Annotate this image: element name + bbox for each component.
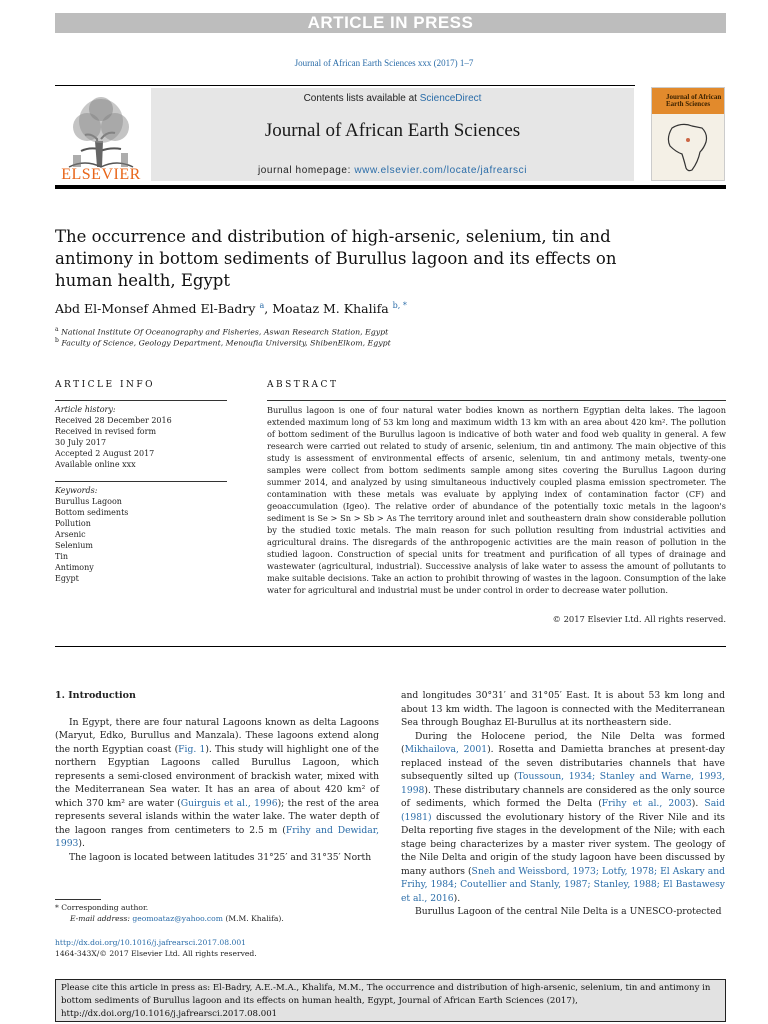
publisher-name: ELSEVIER: [61, 166, 141, 183]
citation-link[interactable]: Said (1981): [401, 798, 725, 823]
paragraph: and longitudes 30°31′ and 31°05′ East. It is about 53 km long and about 13 km width. The lagoon is connected with the Mediterranean Sea through Boughaz El-Burullus at its northeastern side.: [401, 690, 725, 728]
contents-line: [151, 93, 634, 104]
keyword: Pollution: [55, 519, 91, 528]
citation-link[interactable]: Mikhailova, 2001: [404, 744, 488, 755]
author-list: [55, 301, 705, 316]
affiliation-label: b: [55, 337, 59, 344]
paragraph: [55, 716, 379, 851]
paragraph: Burullus Lagoon of the central Nile Delta is a UNESCO-protected: [415, 906, 722, 917]
article-info-heading: ARTICLE INFO: [55, 380, 156, 390]
citation-link[interactable]: Guirguis et al., 1996: [180, 797, 278, 809]
history-item: Received in revised form: [55, 427, 157, 436]
divider: [55, 481, 227, 482]
citation-box: Please cite this article in press as: El-Badry, A.E.-M.A., Khalifa, M.M., The occurrence and distribution of high-arsenic, selenium, tin and antimony in bottom sediments of Burullus lagoon and its effects on human health, Egypt, Journal of African Earth Sciences (2017), http://dx.doi.org/10.1016/j.jafrearsci.2017.08.001: [55, 979, 726, 1022]
paragraph: The lagoon is located between latitudes 31°25′ and 31°35′ North: [69, 851, 372, 863]
africa-map-icon: [658, 118, 720, 178]
abstract-text: Burullus lagoon is one of four natural water bodies known as northern Egyptian delta lakes. The lagoon extended maximum long of 53 km long and maximum width 13 km with an area about 420 km². The pollution of bottom sediment of the Burullus lagoon is indicative of both water and food web quality in general. A few research were carried out related to study of arsenic, selenium, tin and antimony. The main objective of this study is assessment of environmental effects of arsenic, selenium, tin and antimony metals, twenty-one samples were collect from bottom sediments sample among sites covering the Burullus Lagoon during summer 2014, and analyzed by using simultaneous inductively coupled plasma emission spectrometer. The contamination with these metals was evaluate by applying index of contamination factor (CF) and geoaccumulation (Igeo). The relative order of abundance of the potentially toxic metals in the lagoon's sediment is Se > Sn > Sb > As The territory around inlet and southeastern drain show considerable pollution by the studied toxic metals. The main reason for such pollution resulting from industrial activities and agricultural drains. The disregards of the anthropogenic activities are the main reason of pollution in the studied lagoon. Construction of special units for treatment and purification of all types of drainage and wastewater (agricultural, industrial). Successive analysis of lake water to assess the amount of pollutants to make suitable decisions. Take an action to prohibit throwing of wastes in the lagoon. Consumption of the lake water for agricultural and industrial must be under control in order to decrease water pollution.: [267, 405, 726, 595]
affiliation-label: a: [55, 326, 59, 333]
email-note: [55, 913, 400, 924]
article-title: The occurrence and distribution of high-arsenic, selenium, tin and antimony in bottom sediments of Burullus lagoon and its effects on human health, Egypt: [55, 227, 617, 290]
paragraph-text: During the Holocene period, the Nile Delta was formed (: [401, 730, 725, 755]
journal-cover-image: [651, 87, 725, 181]
affiliation-text: Faculty of Science, Geology Department, Menoufia University, ShibenElkom, Egypt: [61, 338, 391, 348]
affiliation-text: National Institute Of Oceanography and Fisheries, Aswan Research Station, Egypt: [61, 327, 389, 337]
email-link[interactable]: geomoataz@yahoo.com: [132, 914, 223, 923]
history-item: Received 28 December 2016: [55, 416, 172, 425]
journal-reference[interactable]: Journal of African Earth Sciences xxx (2017) 1–7: [294, 58, 474, 68]
divider: [55, 400, 227, 401]
email-label: E-mail address:: [70, 914, 133, 923]
history-label: Article history:: [55, 405, 116, 414]
history-item: 30 July 2017: [55, 438, 107, 447]
abstract-heading: ABSTRACT: [267, 380, 339, 390]
journal-homepage-line: [151, 165, 634, 176]
paragraph-text: In Egypt, there are four natural Lagoons known as delta Lagoons (Maryut, Edko, Burullus and Manzala). These lagoons extend along the north Egyptian coast (: [55, 716, 379, 755]
issn-line: 1464-343X/© 2017 Elsevier Ltd. All rights reserved.: [55, 949, 257, 958]
divider: [267, 400, 726, 401]
keyword: Tin: [55, 552, 69, 561]
citation-link[interactable]: Frihy and Dewidar, 1993: [55, 824, 379, 849]
author-separator: ,: [264, 301, 273, 317]
section-heading: 1. Introduction: [55, 690, 136, 701]
body-left-column: [55, 689, 379, 864]
paragraph-text: discussed the evolutionary history of the River Nile and its Delta reporting five stages in the development of the Nile; with each stage being characterizes by a master river system. The geology of the Nile Delta and origin of the study lagoon have been discussed by many authors (: [401, 811, 725, 877]
citation-link[interactable]: Sneh and Weissbord, 1973; Lotfy, 1978; El Askary and Frihy, 1984; Coutellier and Stanly, 1987; Stanley, 1988; El Bastawesy et al., 2016: [401, 865, 725, 904]
paragraph-text: ). This study will highlight one of the northern Egyptian Lagoons called Burullus Lagoon, which represents a semi-closed environment of brackish water, mixed with the Mediterranean Sea water. It has an area of about 420 km² of which 370 km² are water (: [55, 743, 379, 809]
journal-header: [151, 88, 634, 181]
history-item: Available online xxx: [55, 460, 136, 469]
history-item: Accepted 2 August 2017: [55, 449, 155, 458]
copyright-notice: © 2017 Elsevier Ltd. All rights reserved.: [552, 614, 726, 624]
affiliation-a: [55, 326, 705, 337]
footnote-rule: [55, 899, 101, 900]
affiliation-marker[interactable]: a: [259, 301, 265, 310]
citation-link[interactable]: Toussoun, 1934; Stanley and Warne, 1993, 1998: [401, 771, 725, 796]
figure-link[interactable]: Fig. 1: [178, 743, 206, 755]
article-history: [55, 404, 255, 470]
paragraph-text: ).: [453, 892, 461, 904]
keyword: Arsenic: [55, 530, 86, 539]
paragraph: [401, 730, 725, 906]
keyword: Burullus Lagoon: [55, 497, 122, 506]
email-suffix: (M.M. Khalifa).: [222, 914, 284, 923]
header-rule: [55, 185, 726, 189]
paragraph-text: ).: [691, 798, 705, 809]
homepage-prefix: journal homepage:: [257, 165, 355, 176]
author-name[interactable]: Abd El-Monsef Ahmed El-Badry: [55, 301, 256, 317]
keyword: Bottom sediments: [55, 508, 129, 517]
doi-link[interactable]: http://dx.doi.org/10.1016/j.jafrearsci.2017.08.001: [55, 938, 246, 947]
affiliation-b: [55, 337, 705, 348]
corresponding-author-note: * Corresponding author.: [55, 903, 149, 912]
divider: [55, 85, 635, 86]
keyword: Antimony: [55, 563, 94, 572]
paragraph-text: ).: [78, 838, 85, 849]
author-name[interactable]: Moataz M. Khalifa: [272, 301, 389, 317]
homepage-link[interactable]: www.elsevier.com/locate/jafrearsci: [354, 165, 528, 176]
paragraph-text: ). These distributary channels are considered as the only source of sediments, which formed the Delta (: [401, 784, 725, 809]
affiliation-marker[interactable]: b, *: [392, 301, 407, 310]
citation-link[interactable]: Frihy et al., 2003: [601, 798, 692, 809]
body-right-column: [401, 689, 725, 919]
contents-prefix: Contents lists available at: [303, 93, 420, 104]
paragraph-text: ); the rest of the area represents several islands within the water lake. The water depth of the lagoon ranges from centimeters to 2.5 m (: [55, 797, 379, 836]
sciencedirect-link[interactable]: ScienceDirect: [419, 93, 482, 104]
keyword: Selenium: [55, 541, 93, 550]
keywords-block: [55, 485, 255, 584]
article-in-press-banner: ARTICLE IN PRESS: [55, 13, 726, 33]
paragraph-text: ). Rosetta and Damietta branches at present-day replaced instead of the seven distributaries channels that have subsequently silted up (: [401, 744, 725, 782]
keywords-label: Keywords:: [55, 486, 98, 495]
section-rule: [55, 646, 726, 647]
cover-title: Journal of African Earth Sciences: [666, 93, 722, 108]
journal-title: Journal of African Earth Sciences: [264, 120, 521, 141]
keyword: Egypt: [55, 574, 79, 583]
